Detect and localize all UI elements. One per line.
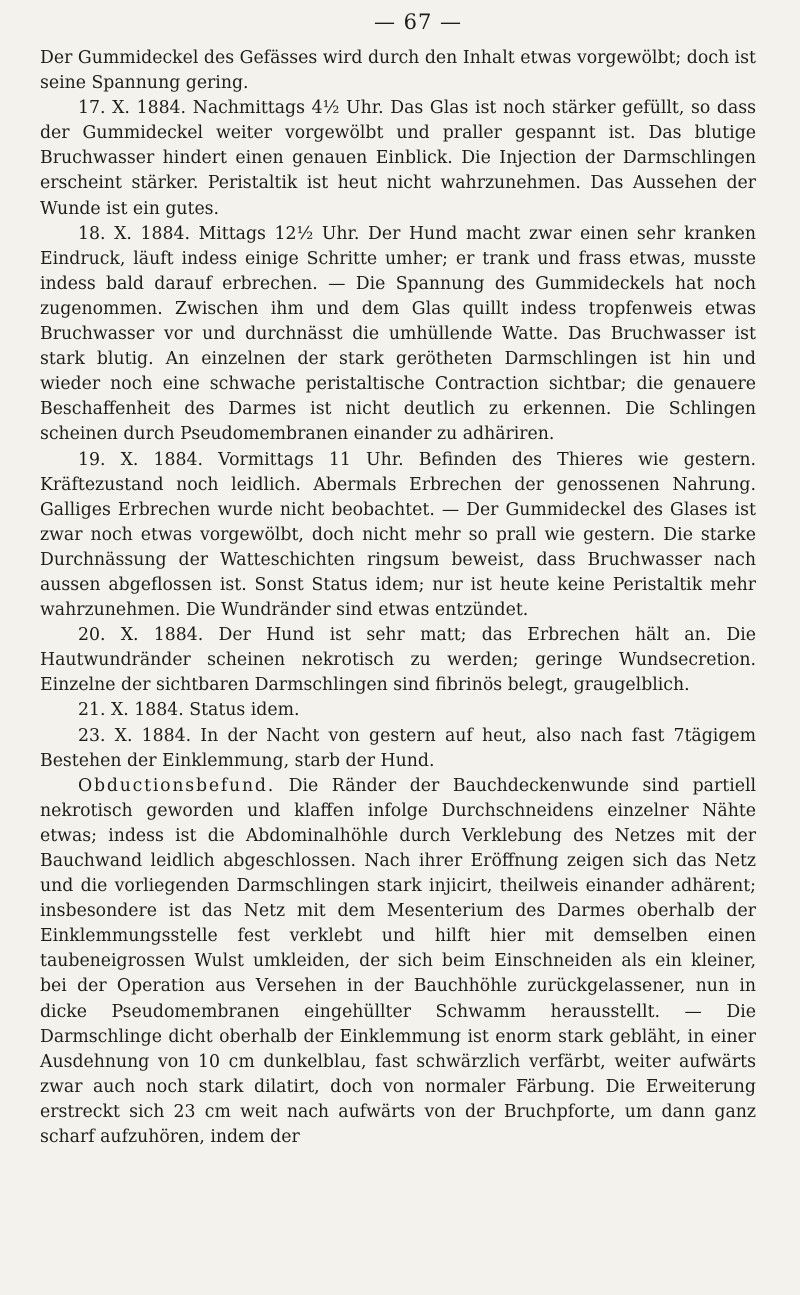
page-number-header: — 67 — xyxy=(373,10,463,34)
obductionsbefund-text: Die Ränder der Bauchdeckenwunde sind partiell nekrotisch geworden und klaffen infolge Durchschneidens einzelner Nähte etwas; indess ist die Abdominalhöhle durch Verklebung des Netzes mit der Bauchwand leidlich abgeschlossen. Nach ihrer Eröffnung zeigen sich das Netz und die vorliegenden Darmschlingen stark injicirt, theilweis einander adhärent; insbesondere ist das Netz mit dem Mesenterium des Darmes oberhalb der Einklemmungsstelle fest verklebt und hilft hier mit demselben einen taubeneigrossen Wulst umkleiden, der sich beim Einschneiden als ein kleiner, bei der Operation aus Versehen in der Bauchhöhle zurückgelassener, nun in dicke Pseudomembranen eingehüllter Schwamm herausstellt. — Die Darmschlinge dicht oberhalb der Einklemmung ist enorm stark gebläht, in einer Ausdehnung von 10 cm dunkelblau, fast schwärzlich verfärbt, weiter aufwärts zwar auch noch stark dilatirt, doch von normaler Färbung. Die Erweiterung erstreckt sich 23 cm weit nach aufwärts von der Bruchpforte, um dann ganz scharf aufzuhören, indem der xyxy=(40,775,757,1148)
paragraph-19-x-1884: 19. X. 1884. Vormittags 11 Uhr. Befinden des Thieres wie gestern. Kräftezustand noch leidlich. Abermals Erbrechen der genossenen Nahrung. Galliges Erbrechen wurde nicht beobachtet. — Der Gummideckel des Glases ist zwar noch etwas vorgewölbt, doch nicht mehr so prall wie gestern. Die starke Durchnässung der Watteschichten ringsum beweist, dass Bruchwasser nach aussen abgeflossen ist. Sonst Status idem; nur ist heute keine Peristaltik mehr wahrzunehmen. Die Wundränder sind etwas entzündet. xyxy=(40,449,756,621)
paragraph-20-x-1884: 20. X. 1884. Der Hund ist sehr matt; das Erbrechen hält an. Die Hautwundränder scheinen nekrotisch zu werden; geringe Wundsecretion. Einzelne der sichtbaren Darmschlingen sind fibrinös belegt, graugelblich. xyxy=(40,625,756,696)
page-body xyxy=(40,46,756,1150)
paragraph-18-x-1884: 18. X. 1884. Mittags 12½ Uhr. Der Hund macht zwar einen sehr kranken Eindruck, läuft indess einige Schritte umher; er trank und frass etwas, musste indess bald darauf erbrechen. — Die Spannung des Gummideckels hat noch zugenommen. Zwischen ihm und dem Glas quillt indess tropfenweis etwas Bruchwasser vor und durchnässt die umhüllende Watte. Das Bruchwasser ist stark blutig. An einzelnen der stark gerötheten Darmschlingen ist hin und wieder noch eine schwache peristaltische Contraction sichtbar; die genauere Beschaffenheit des Darmes ist nicht deutlich zu erkennen. Die Schlingen scheinen durch Pseudomembranen einander zu adhäriren. xyxy=(40,223,756,445)
paragraph-21-x-1884: 21. X. 1884. Status idem. xyxy=(78,700,300,721)
paragraph-23-x-1884: 23. X. 1884. In der Nacht von gestern auf heut, also nach fast 7tägigem Bestehen der Einklemmung, starb der Hund. xyxy=(40,725,756,771)
obductionsbefund-heading: Obductionsbefund. xyxy=(78,775,276,796)
paragraph-17-x-1884: 17. X. 1884. Nachmittags 4½ Uhr. Das Glas ist noch stärker gefüllt, so dass der Gummideckel weiter vorgewölbt und praller gespannt ist. Das blutige Bruchwasser hindert einen genauen Einblick. Die Injection der Darmschlingen erscheint stärker. Peristaltik ist heut nicht wahrzunehmen. Das Aussehen der Wunde ist ein gutes. xyxy=(40,98,756,219)
book-page xyxy=(40,8,756,1150)
paragraph-continuation: Der Gummideckel des Gefässes wird durch den Inhalt etwas vorgewölbt; doch ist seine Spannung gering. xyxy=(40,48,756,94)
paragraph-obductionsbefund xyxy=(40,774,756,1150)
